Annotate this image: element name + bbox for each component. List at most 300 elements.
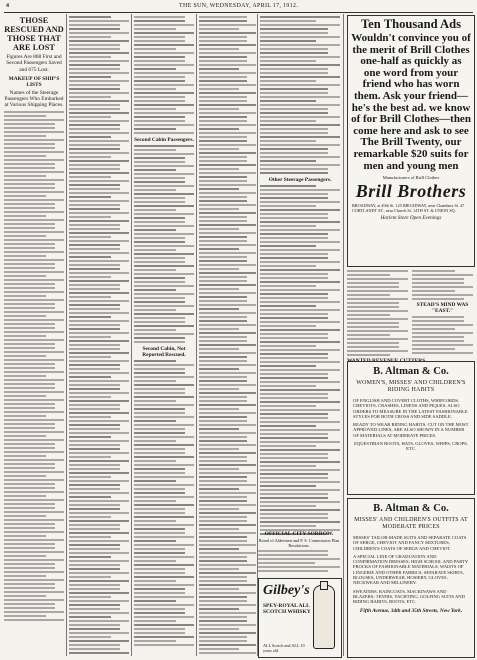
text-line (134, 432, 185, 434)
brill-addresses: BROADWAY, at 49th St. 125 BROADWAY, near Chambers St. 47 CORTLANDT ST., near Church St. 14TH ST. & UNION SQ. (352, 203, 465, 214)
text-line (347, 350, 408, 352)
text-line (260, 509, 340, 511)
text-line (260, 369, 340, 371)
text-line (69, 652, 129, 654)
text-line (134, 472, 185, 474)
text-line (199, 604, 256, 606)
text-line (260, 281, 340, 283)
text-line (260, 36, 340, 38)
section-heading: Other Steerage Passengers. (268, 177, 332, 183)
text-line (69, 256, 111, 258)
text-line (4, 567, 55, 569)
text-line (69, 108, 120, 110)
text-line (4, 251, 64, 253)
text-line (4, 527, 55, 529)
text-line (199, 136, 247, 138)
text-line (199, 480, 247, 482)
text-line (69, 188, 120, 190)
text-line (134, 88, 176, 90)
text-line (199, 460, 247, 462)
text-line (260, 353, 328, 355)
text-line (199, 364, 256, 366)
text-line (260, 417, 328, 419)
text-line (199, 84, 256, 86)
text-line (134, 488, 185, 490)
text-line (69, 432, 129, 434)
main-deck: Figures Are 868 First and Second Passengers Saved and 675 Lost. (6, 54, 62, 73)
text-line (69, 552, 129, 554)
text-line (199, 428, 239, 430)
text-line (4, 267, 55, 269)
text-line (258, 562, 315, 564)
text-line (69, 536, 111, 538)
text-line (134, 476, 194, 478)
text-line (412, 316, 464, 318)
text-line (69, 72, 129, 74)
text-line (69, 436, 111, 438)
text-line (134, 16, 185, 18)
text-line (199, 92, 256, 94)
brill-tagline: Manufacturers of Brill Clothes (382, 175, 440, 181)
official-heading: OFFICIAL CITY SORROW. (264, 531, 334, 537)
passenger-list (134, 16, 194, 134)
text-line (260, 389, 340, 391)
text-line (134, 512, 185, 514)
text-line (69, 304, 120, 306)
text-line (134, 564, 194, 566)
text-line (69, 368, 120, 370)
text-line (260, 421, 340, 423)
text-line (4, 283, 55, 285)
text-line (69, 352, 129, 354)
text-line (199, 628, 239, 630)
text-line (4, 407, 55, 409)
text-line (260, 189, 340, 191)
text-line (69, 372, 129, 374)
altman-ad-title: MISSES' AND CHILDREN'S OUTFITS AT MODERATE PRICES (354, 517, 468, 530)
text-line (4, 271, 64, 273)
text-line (199, 576, 247, 578)
text-line (347, 326, 399, 328)
text-line (134, 588, 185, 590)
text-line (260, 461, 340, 463)
text-line (260, 132, 328, 134)
text-line (260, 197, 328, 199)
text-line (4, 295, 46, 297)
text-line (4, 127, 55, 129)
text-line (134, 532, 185, 534)
text-line (4, 399, 64, 401)
text-line (412, 352, 473, 354)
text-line (199, 348, 239, 350)
text-line (260, 221, 340, 223)
text-line (134, 468, 185, 470)
altman-ad-text: A SPECIAL LINE OF GRADUATION AND CONFIRMATION DRESSES; HIGH SCHOOL AND PARTY FROCKS OF FASHIONABLE MATERIALS; WAISTS OF LINGERIE AND OTHER FABRICS; SEPARATE SKIRTS, BLOUSES, UNDERWEAR, HOSIERY, GLOVES, NECKWEAR AND MILLINERY. (353, 553, 468, 586)
text-line (199, 484, 256, 486)
text-line (4, 131, 64, 133)
text-line (4, 195, 46, 197)
text-line (260, 405, 316, 407)
text-line (69, 424, 120, 426)
text-line (4, 523, 55, 525)
text-line (134, 436, 194, 438)
text-line (199, 40, 247, 42)
text-line (134, 420, 176, 422)
column-3 (134, 14, 194, 656)
text-line (69, 44, 120, 46)
text-line (134, 412, 185, 414)
text-line (199, 360, 247, 362)
text-line (199, 32, 256, 34)
text-line (260, 160, 316, 162)
text-line (412, 336, 464, 338)
text-line (199, 436, 247, 438)
text-line (4, 431, 64, 433)
article-text (4, 111, 64, 621)
text-line (134, 297, 185, 299)
text-line (260, 425, 316, 427)
text-line (199, 284, 256, 286)
text-line (199, 160, 247, 162)
text-line (69, 596, 111, 598)
text-line (347, 286, 399, 288)
text-line (134, 116, 185, 118)
text-line (260, 136, 340, 138)
text-line (260, 124, 340, 126)
text-line (4, 115, 46, 117)
text-line (134, 173, 194, 175)
text-line (199, 164, 256, 166)
text-line (69, 140, 129, 142)
text-line (134, 520, 176, 522)
masthead (4, 2, 473, 13)
text-line (260, 120, 316, 122)
text-line (134, 392, 185, 394)
text-line (134, 36, 185, 38)
text-line (199, 412, 256, 414)
text-line (69, 212, 129, 214)
text-line (134, 293, 194, 295)
text-line (4, 143, 55, 145)
text-line (134, 456, 194, 458)
text-line (4, 555, 46, 557)
text-line (69, 568, 120, 570)
text-line (134, 384, 194, 386)
text-line (134, 149, 176, 151)
text-line (69, 392, 129, 394)
text-line (134, 157, 185, 159)
text-line (69, 56, 111, 58)
text-line (199, 16, 247, 18)
text-line (69, 588, 120, 590)
text-line (134, 396, 194, 398)
text-line (134, 20, 185, 22)
text-line (134, 592, 185, 594)
text-line (199, 132, 256, 134)
text-line (260, 168, 328, 170)
text-line (260, 401, 340, 403)
text-line (69, 548, 120, 550)
text-line (260, 52, 328, 54)
text-line (4, 207, 55, 209)
text-line (4, 227, 55, 229)
text-line (134, 132, 194, 134)
text-line (69, 100, 129, 102)
text-line (4, 471, 64, 473)
text-line (199, 424, 256, 426)
text-line (134, 372, 185, 374)
altman-address: Fifth Avenue, 34th and 35th Streets, New York. (359, 607, 463, 614)
text-line (199, 200, 247, 202)
text-line (4, 199, 64, 201)
text-line (199, 28, 239, 30)
text-line (4, 467, 55, 469)
text-line (134, 56, 185, 58)
text-line (199, 44, 256, 46)
text-line (199, 352, 256, 354)
text-line (134, 448, 185, 450)
masthead-title: THE SUN, WEDNESDAY, APRIL 17, 1912. (178, 3, 298, 9)
text-line (4, 339, 64, 341)
passenger-list (134, 145, 194, 343)
text-line (199, 520, 247, 522)
text-line (134, 556, 194, 558)
text-line (199, 232, 256, 234)
text-line (4, 327, 55, 329)
text-line (4, 135, 46, 137)
text-line (199, 112, 256, 114)
text-line (4, 579, 64, 581)
text-line (260, 217, 328, 219)
text-line (4, 259, 64, 261)
text-line (260, 309, 340, 311)
gilbey-product: SPEY-ROYAL ALL SCOTCH WHISKY (263, 603, 311, 616)
text-line (134, 205, 194, 207)
text-line (4, 379, 64, 381)
text-line (260, 289, 340, 291)
text-line (199, 468, 239, 470)
text-line (69, 476, 111, 478)
text-line (69, 52, 129, 54)
text-line (69, 40, 129, 42)
text-line (134, 165, 194, 167)
text-line (134, 325, 194, 327)
text-line (134, 644, 194, 646)
text-line (199, 512, 256, 514)
text-line (260, 337, 328, 339)
text-line (69, 584, 120, 586)
text-line (69, 468, 120, 470)
text-line (134, 548, 185, 550)
text-line (4, 147, 55, 149)
text-line (199, 124, 256, 126)
text-line (134, 560, 176, 562)
text-line (199, 308, 239, 310)
text-line (69, 592, 129, 594)
text-line (134, 321, 185, 323)
text-line (134, 52, 194, 54)
altman-ad-text: OF ENGLISH AND COVERT CLOTHS, WHIPCORDS, CHEVIOTS, CRASHES, LINENS AND PIQUES. ALSO ORDERS TO MEASURE IN THE LATEST FASHIONABLE STYLES FOR BOTH CROSS AND SIDE SADDLE. (353, 398, 468, 419)
story-heading: STEAD'S MIND WAS "EAST." (416, 302, 469, 314)
text-line (347, 322, 399, 324)
text-line (4, 275, 46, 277)
brill-footer: Harlem Store Open Evenings (380, 215, 442, 222)
text-line (134, 112, 194, 114)
text-line (69, 512, 129, 514)
text-line (260, 325, 316, 327)
text-line (260, 92, 328, 94)
text-line (134, 44, 194, 46)
text-line (199, 180, 247, 182)
text-line (134, 181, 185, 183)
text-line (134, 265, 194, 267)
text-line (258, 566, 340, 568)
text-line (134, 48, 176, 50)
text-line (347, 290, 408, 292)
text-line (199, 632, 256, 634)
text-line (199, 356, 247, 358)
text-line (4, 403, 55, 405)
text-line (69, 244, 120, 246)
text-line (260, 108, 328, 110)
text-line (199, 416, 247, 418)
text-line (69, 284, 120, 286)
altman-ad-text: EQUESTRIAN BOOTS, HATS, GLOVES, WHIPS, CROPS, ETC. (354, 441, 468, 452)
text-line (199, 608, 239, 610)
text-line (199, 588, 239, 590)
text-line (199, 100, 247, 102)
text-line (4, 311, 64, 313)
text-line (4, 427, 55, 429)
text-line (69, 384, 120, 386)
text-line (4, 515, 46, 517)
text-line (69, 452, 129, 454)
text-line (4, 239, 64, 241)
article-text (258, 550, 340, 572)
text-line (260, 245, 316, 247)
text-line (69, 492, 129, 494)
text-line (347, 274, 390, 276)
text-line (69, 328, 120, 330)
text-line (199, 240, 247, 242)
text-line (4, 359, 64, 361)
text-line (134, 32, 194, 34)
text-line (199, 148, 239, 150)
text-line (347, 278, 408, 280)
text-line (260, 521, 340, 523)
text-line (260, 140, 316, 142)
text-line (4, 363, 55, 365)
text-line (199, 376, 247, 378)
text-line (69, 172, 129, 174)
text-line (134, 84, 194, 86)
text-line (199, 540, 247, 542)
text-line (4, 611, 64, 613)
text-line (134, 229, 176, 231)
text-line (134, 360, 176, 362)
text-line (199, 340, 247, 342)
text-line (69, 544, 120, 546)
altman-logo: B. Altman & Co. (373, 366, 449, 377)
text-line (199, 216, 247, 218)
text-line (199, 636, 247, 638)
subhead: MAKEUP OF SHIP'S LISTS (8, 75, 60, 88)
text-line (134, 480, 176, 482)
text-line (69, 292, 129, 294)
text-line (4, 443, 55, 445)
text-line (69, 576, 111, 578)
passenger-list (260, 185, 340, 535)
text-line (260, 341, 340, 343)
text-line (260, 128, 328, 130)
text-line (69, 472, 129, 474)
text-line (199, 176, 247, 178)
text-line (199, 556, 247, 558)
altman-outfits-ad (347, 498, 475, 658)
text-line (199, 52, 256, 54)
text-line (199, 280, 247, 282)
text-line (134, 64, 194, 66)
text-line (199, 192, 256, 194)
text-line (69, 508, 120, 510)
text-line (134, 317, 185, 319)
brill-headline: Ten Thousand Ads (360, 17, 462, 31)
text-line (199, 316, 247, 318)
text-line (134, 608, 185, 610)
text-line (4, 595, 46, 597)
text-line (4, 383, 55, 385)
text-line (199, 400, 247, 402)
text-line (258, 550, 328, 552)
text-line (199, 508, 239, 510)
text-line (199, 188, 239, 190)
text-line (199, 36, 247, 38)
text-line (412, 274, 473, 276)
text-line (69, 280, 129, 282)
text-line (4, 491, 64, 493)
text-line (199, 448, 239, 450)
text-line (260, 96, 340, 98)
text-line (69, 608, 120, 610)
text-line (260, 64, 340, 66)
text-line (134, 492, 185, 494)
text-line (69, 396, 111, 398)
text-line (260, 493, 328, 495)
text-line (69, 124, 120, 126)
text-line (134, 309, 176, 311)
text-line (199, 144, 256, 146)
text-line (69, 628, 120, 630)
text-line (134, 452, 185, 454)
text-line (69, 376, 111, 378)
text-line (69, 180, 129, 182)
text-line (134, 313, 194, 315)
text-line (69, 164, 120, 166)
text-line (69, 456, 111, 458)
text-line (134, 364, 194, 366)
text-line (4, 423, 55, 425)
text-line (69, 556, 111, 558)
text-line (4, 547, 55, 549)
text-line (134, 536, 194, 538)
text-line (347, 318, 408, 320)
text-line (4, 499, 64, 501)
text-line (69, 312, 129, 314)
text-line (4, 255, 46, 257)
text-line (4, 155, 46, 157)
text-line (69, 32, 129, 34)
text-line (69, 404, 120, 406)
